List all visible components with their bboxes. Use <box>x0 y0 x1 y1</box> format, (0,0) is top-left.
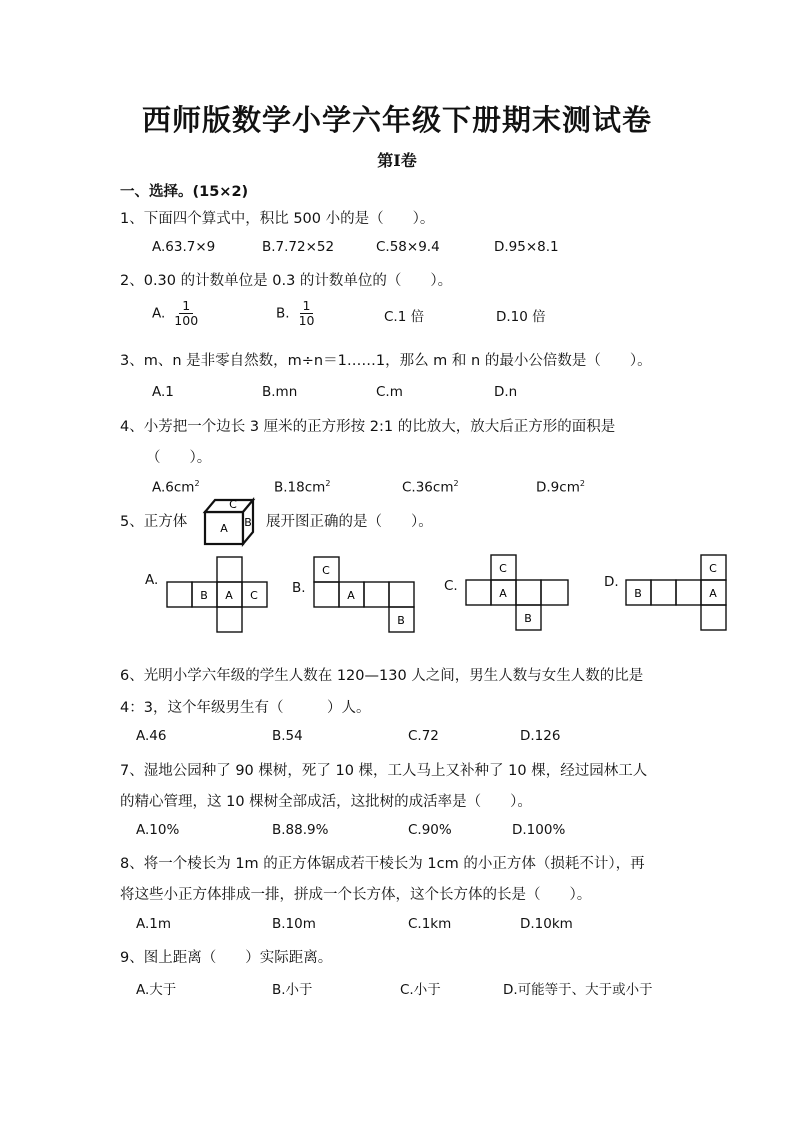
volume-subtitle: 第Ⅰ卷 <box>377 151 417 170</box>
q6-option-d: D.126 <box>520 728 561 744</box>
q6-option-b: B.54 <box>272 728 303 744</box>
q4-option-d-text: D.9cm <box>536 479 580 496</box>
net-c-label: C. <box>444 578 458 594</box>
q1-option-b: B.7.72×52 <box>262 239 335 255</box>
q7-option-b: B.88.9% <box>272 822 329 838</box>
q8-option-c: C.1km <box>408 916 452 932</box>
net-b-cell <box>389 582 414 607</box>
net-c-face-label: C <box>499 562 507 575</box>
q7-option-c: C.90% <box>408 822 452 838</box>
q2-option-a-fraction <box>171 299 201 328</box>
net-b-face-label: C <box>322 564 330 577</box>
q2-option-a-label: A. <box>152 305 166 322</box>
question-2: 2、0.30 的计数单位是 0.3 的计数单位的（ ）。 <box>120 273 453 289</box>
net-a-face-label: A <box>225 589 233 602</box>
net-c-face-label: B <box>524 612 532 625</box>
net-b-label: B. <box>292 580 306 596</box>
q2-option-b-label: B. <box>276 305 290 322</box>
net-d-cell <box>651 580 676 605</box>
question-4-line-1: 4、小芳把一个边长 3 厘米的正方形按 2:1 的比放大，放大后正方形的面积是 <box>120 419 616 435</box>
page-title: 西师版数学小学六年级下册期末测试卷 <box>141 103 652 137</box>
net-b-cell <box>364 582 389 607</box>
q6-option-c: C.72 <box>408 728 439 744</box>
net-b-cell <box>314 582 339 607</box>
net-b-diagram <box>313 556 417 636</box>
q4-option-c-text: C.36cm <box>402 479 454 496</box>
net-d-cell <box>676 580 701 605</box>
net-d-diagram <box>625 554 729 634</box>
q2-option-b <box>276 299 317 328</box>
question-5-prefix: 5、正方体 <box>120 514 188 530</box>
q3-option-d: D.n <box>494 384 518 400</box>
question-3: 3、m、n 是非零自然数，m÷n＝1……1，那么 m 和 n 的最小公倍数是（ ）。 <box>120 353 652 369</box>
net-d-cell <box>701 605 726 630</box>
net-a-label: A. <box>145 572 159 588</box>
q9-option-a: A.大于 <box>136 982 177 998</box>
question-4-line-2: （ ）。 <box>146 450 212 466</box>
q4-option-a <box>152 479 200 496</box>
net-a-face-label: C <box>250 589 258 602</box>
question-8-line-2: 将这些小正方体排成一排，拼成一个长方体，这个长方体的长是（ ）。 <box>120 887 592 903</box>
question-1: 1、下面四个算式中，积比 500 小的是（ ）。 <box>120 211 435 227</box>
q3-option-c: C.m <box>376 384 403 400</box>
q3-option-b: B.mn <box>262 384 298 400</box>
q7-option-d: D.100% <box>512 822 566 838</box>
q4-option-b <box>274 479 330 496</box>
cube-side-label: B <box>244 516 252 529</box>
net-d-face-label: C <box>709 562 717 575</box>
net-a-face-label: B <box>200 589 208 602</box>
fraction-denominator: 10 <box>298 313 315 328</box>
net-a-diagram <box>166 556 270 636</box>
net-b-face-label: B <box>397 614 405 627</box>
q1-option-a: A.63.7×9 <box>152 239 216 255</box>
q4-option-d <box>536 479 585 496</box>
net-c-face-label: A <box>499 587 507 600</box>
net-a-cell <box>217 557 242 582</box>
question-7-line-1: 7、湿地公园种了 90 棵树，死了 10 棵，工人马上又补种了 10 棵，经过园林工人 <box>120 763 648 779</box>
q6-option-a: A.46 <box>136 728 167 744</box>
net-d-face-label: A <box>709 587 717 600</box>
question-6-line-1: 6、光明小学六年级的学生人数在 120—130 人之间，男生人数与女生人数的比是 <box>120 668 644 684</box>
net-b-face-label: A <box>347 589 355 602</box>
fraction-numerator: 1 <box>179 299 193 314</box>
q4-option-c <box>402 479 459 496</box>
q2-option-d: D.10 倍 <box>496 309 546 325</box>
q2-option-a <box>152 299 201 328</box>
q4-option-a-text: A.6cm <box>152 479 195 496</box>
q7-option-a: A.10% <box>136 822 180 838</box>
fraction-denominator: 100 <box>174 313 199 328</box>
q4-option-b-text: B.18cm <box>274 479 326 496</box>
q9-option-c: C.小于 <box>400 982 441 998</box>
q1-option-d: D.95×8.1 <box>494 239 559 255</box>
net-c-cell <box>516 580 541 605</box>
section-heading: 一、选择。(15×2) <box>120 184 249 200</box>
superscript: 2 <box>194 479 200 488</box>
question-9: 9、图上距离（ ）实际距离。 <box>120 950 333 966</box>
question-7-line-2: 的精心管理，这 10 棵树全部成活，这批树的成活率是（ ）。 <box>120 794 532 810</box>
net-c-diagram <box>465 554 573 634</box>
net-c-cell <box>541 580 568 605</box>
q2-option-b-fraction <box>296 299 318 328</box>
q8-option-a: A.1m <box>136 916 172 932</box>
superscript: 2 <box>453 479 459 488</box>
q1-option-c: C.58×9.4 <box>376 239 440 255</box>
q3-option-a: A.1 <box>152 384 174 400</box>
net-c-cell <box>466 580 491 605</box>
q8-option-d: D.10km <box>520 916 573 932</box>
net-a-cell <box>167 582 192 607</box>
question-6-line-2: 4：3，这个年级男生有（ ）人。 <box>120 700 371 716</box>
net-a-cell <box>217 607 242 632</box>
cube-figure <box>198 494 268 550</box>
q9-option-b: B.小于 <box>272 982 313 998</box>
q2-option-c: C.1 倍 <box>384 309 425 325</box>
cube-front-label: A <box>220 522 228 535</box>
question-5-suffix: 展开图正确的是（ ）。 <box>266 514 433 530</box>
q8-option-b: B.10m <box>272 916 316 932</box>
q9-option-d: D.可能等于、大于或小于 <box>503 982 653 998</box>
fraction-numerator: 1 <box>300 299 314 314</box>
superscript: 2 <box>325 479 331 488</box>
net-d-face-label: B <box>634 587 642 600</box>
cube-top-label: C <box>229 498 237 511</box>
question-8-line-1: 8、将一个棱长为 1m 的正方体锯成若干棱长为 1cm 的小正方体（损耗不计），再 <box>120 856 645 872</box>
net-d-label: D. <box>604 574 619 590</box>
superscript: 2 <box>579 479 585 488</box>
